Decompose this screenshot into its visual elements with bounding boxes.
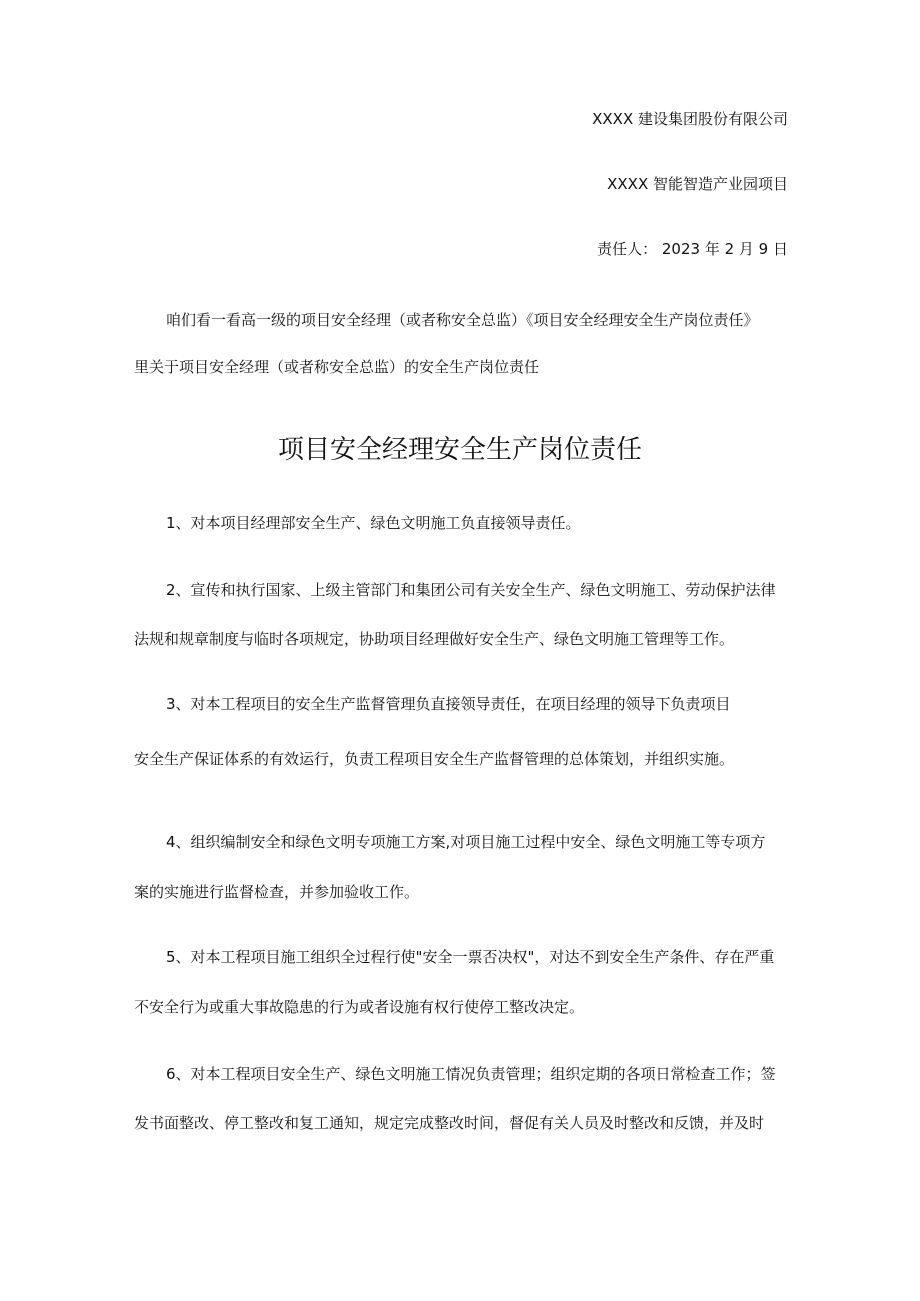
item-3-line-2: 安全生产保证体系的有效运行，负责工程项目安全生产监督管理的总体策划，并组织实施。 — [134, 750, 735, 768]
item-4-line-1: 4、组织编制安全和绿色文明专项施工方案,对项目施工过程中安全、绿色文明施工等专项方 — [166, 833, 766, 851]
item-3-line-1: 3、对本工程项目的安全生产监督管理负直接领导责任，在项目经理的领导下负责项目 — [166, 695, 731, 713]
intro-line-1: 咱们看一看高一级的项目安全经理（或者称安全总监）《项目安全经理安全生产岗位责任》 — [166, 311, 759, 329]
item-5-line-2: 不安全行为或重大事故隐患的行为或者设施有权行使停工整改决定。 — [134, 998, 585, 1016]
project-name: XXXX 智能智造产业园项目 — [607, 175, 788, 193]
item-2-line-2: 法规和规章制度与临时各项规定，协助项目经理做好安全生产、绿色文明施工管理等工作。 — [134, 630, 735, 648]
item-6-line-1: 6、对本工程项目安全生产、绿色文明施工情况负责管理；组织定期的各项日常检查工作；签 — [166, 1065, 776, 1083]
item-5-line-1: 5、对本工程项目施工组织全过程行使"安全一票否决权"，对达不到安全生产条件、存在严重 — [166, 948, 775, 966]
intro-line-2: 里关于项目安全经理（或者称安全总监）的安全生产岗位责任 — [134, 358, 540, 376]
item-2-line-1: 2、宣传和执行国家、上级主管部门和集团公司有关安全生产、绿色文明施工、劳动保护法律 — [166, 581, 776, 599]
company-name: XXXX 建设集团股份有限公司 — [592, 110, 788, 128]
item-6-line-2: 发书面整改、停工整改和复工通知，规定完成整改时间，督促有关人员及时整改和反馈，并及时 — [134, 1114, 765, 1132]
responsible-date: 责任人： 2023 年 2 月 9 日 — [597, 240, 788, 258]
item-4-line-2: 案的实施进行监督检查，并参加验收工作。 — [134, 883, 420, 901]
item-1-line-1: 1、对本项目经理部安全生产、绿色文明施工负直接领导责任。 — [166, 514, 581, 532]
document-title: 项目安全经理安全生产岗位责任 — [277, 435, 642, 465]
